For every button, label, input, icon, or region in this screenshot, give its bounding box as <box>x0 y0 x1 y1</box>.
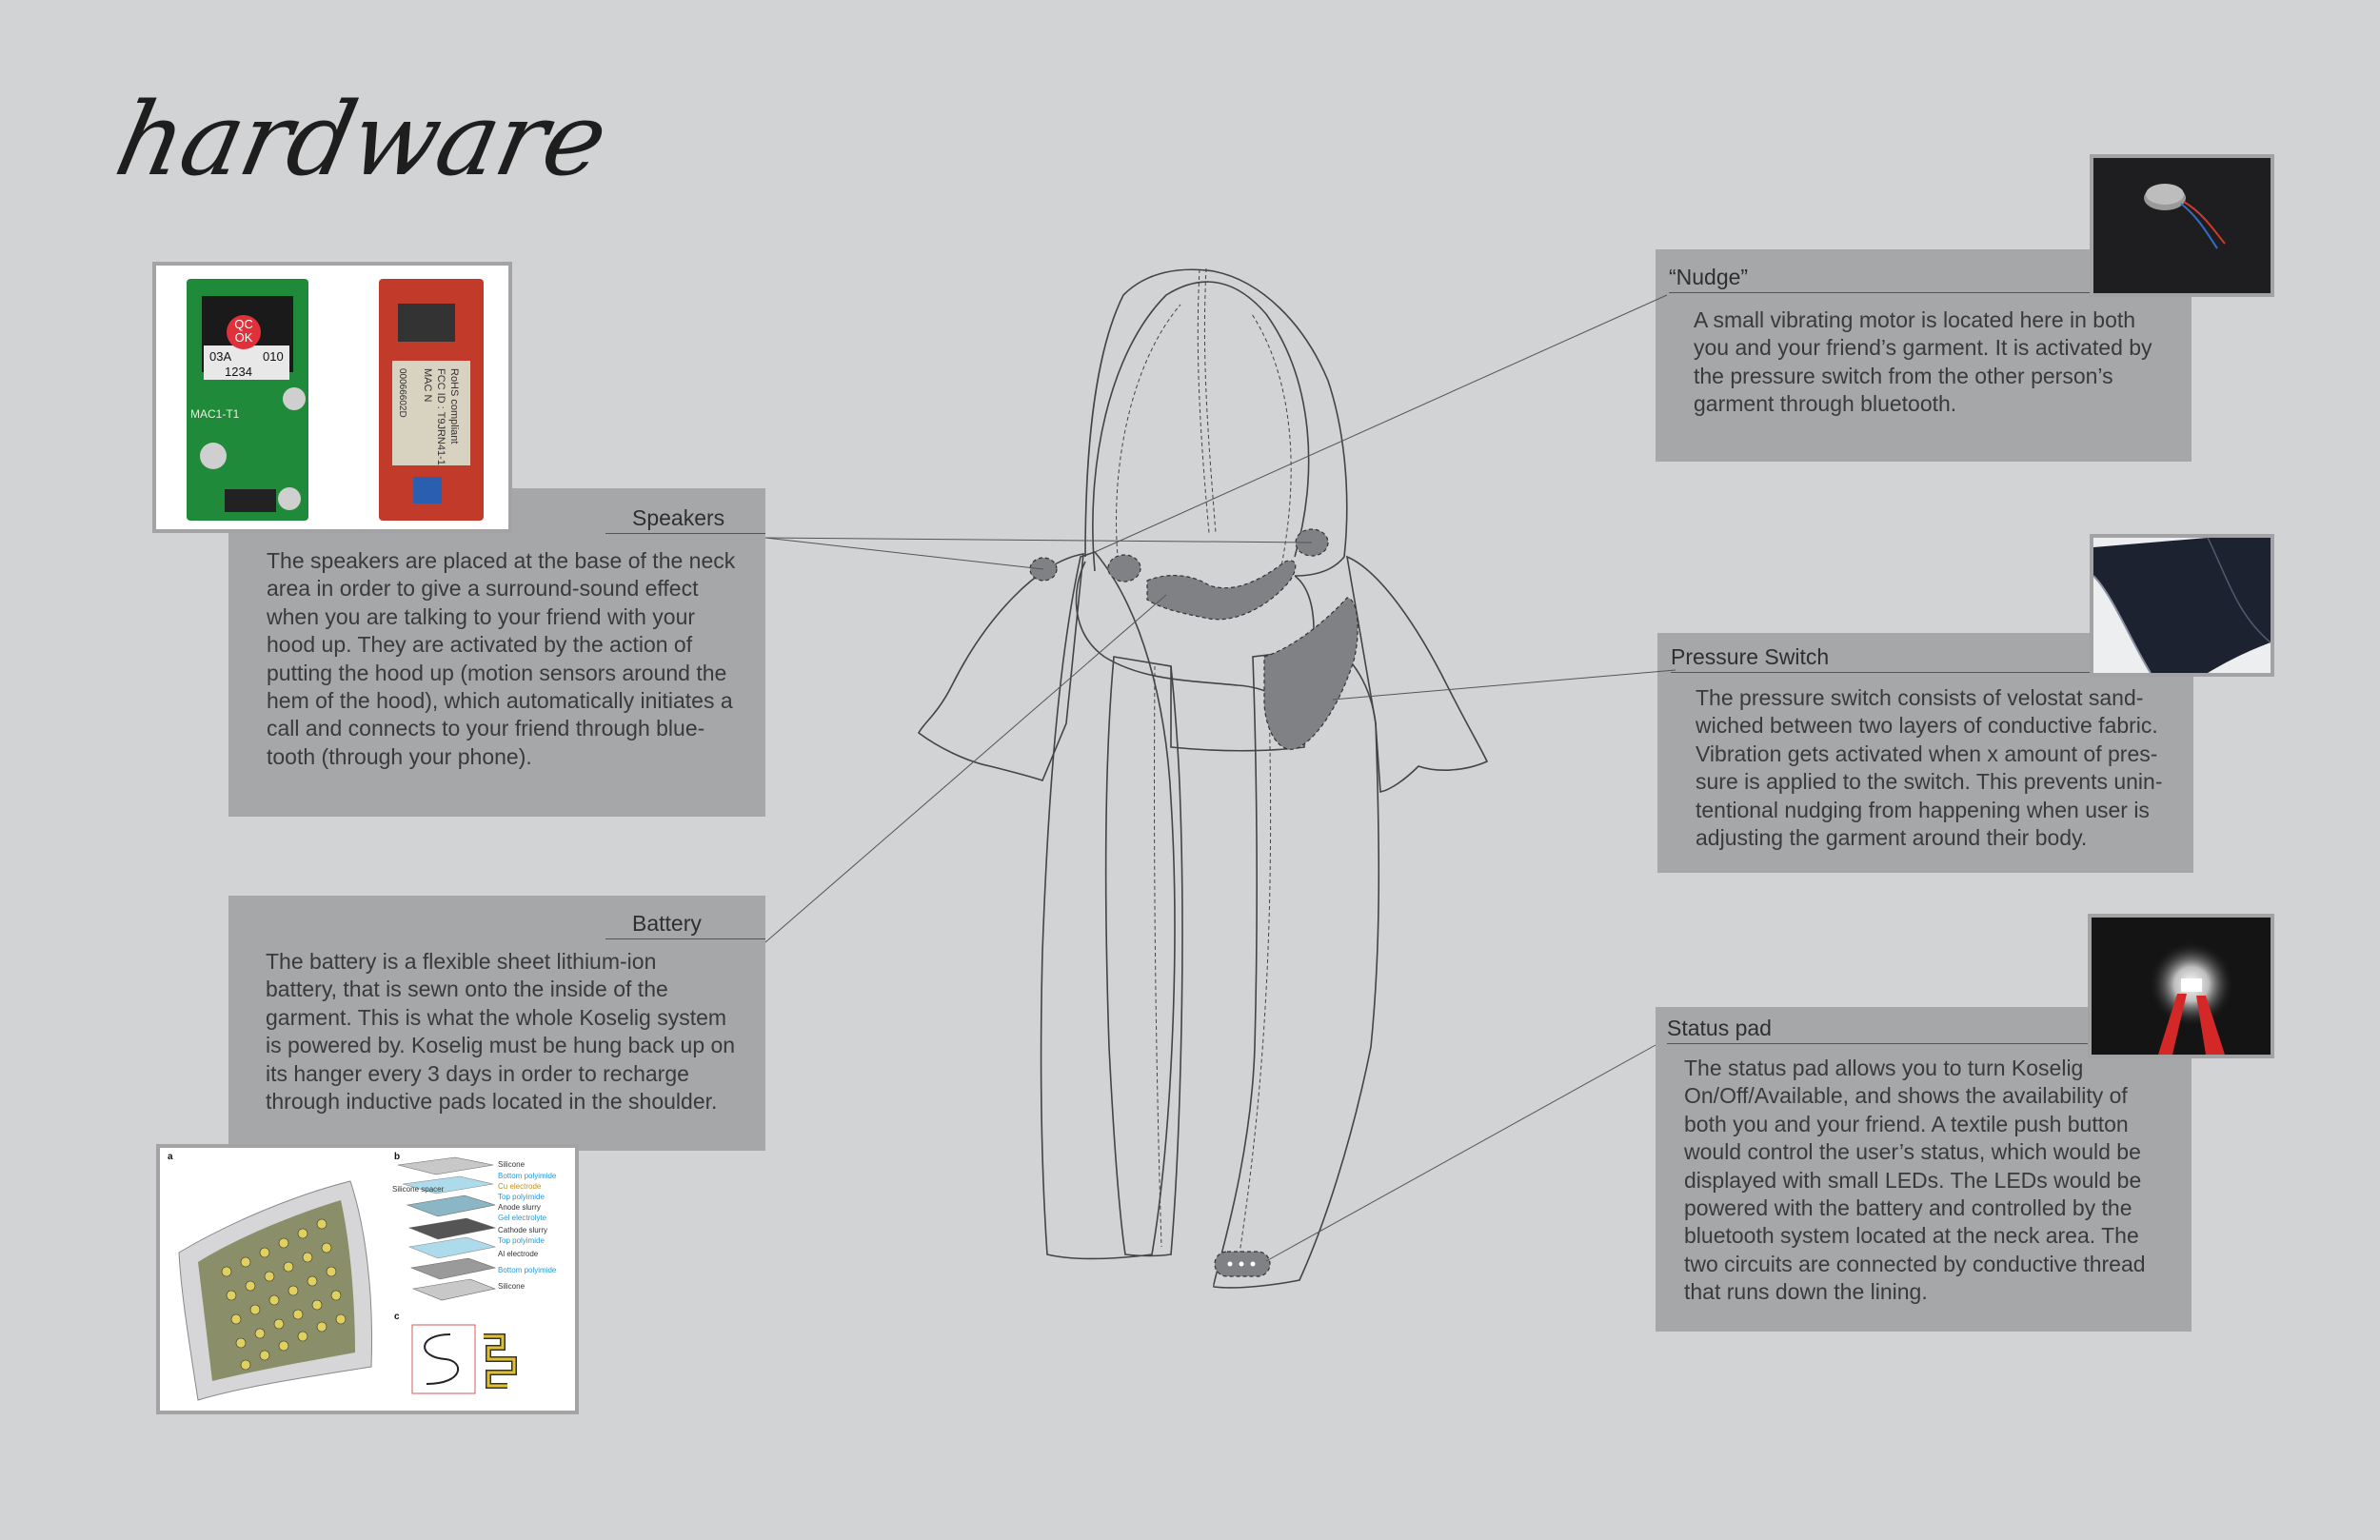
layer-label: Cu electrode <box>498 1182 542 1191</box>
speakers-heading: Speakers <box>605 505 765 534</box>
layer-label: Al electrode <box>498 1250 539 1258</box>
vibration-motor-photo <box>2090 154 2274 297</box>
board-label-fcc: FCC ID : T9JRN41-1 <box>435 368 446 465</box>
layer-label: Top polyimide <box>498 1193 545 1201</box>
nudge-heading: “Nudge” <box>1669 265 2116 293</box>
layer-label: Bottom polyimide <box>498 1172 557 1180</box>
layer-label: Silicone <box>498 1282 526 1291</box>
board-label-010: 010 <box>263 349 284 364</box>
layer-label: Anode slurry <box>498 1203 541 1212</box>
layer-label: Bottom polyimide <box>498 1266 557 1274</box>
hood-inner <box>1093 282 1309 571</box>
layer-label: Top polyimide <box>498 1236 545 1245</box>
pressure-switch-text: The pressure switch consists of velostat sand- wiched between two layers of conductive fabric. Vibration gets activated when x amount of pres- sure is applied to the switch. This prevents unin- tentional nudging from happening when user is adjusting the garment around their body. <box>1696 685 2163 851</box>
board-label-1234: 1234 <box>225 365 252 379</box>
layer-label: Cathode slurry <box>498 1226 548 1234</box>
right-sleeve <box>1347 557 1487 792</box>
board-label-mac-n: MAC N <box>422 368 433 403</box>
layer-label: Silicone <box>498 1160 526 1169</box>
board-label-mac1: MAC1-T1 <box>190 407 240 421</box>
velostat-photo <box>2090 534 2274 677</box>
speakers-text: The speakers are placed at the base of the neck area in order to give a surround-sound effect when you are talking to your friend with your hood up. They are activated by the action of putting the hood up (motion sensors around the hem of the hood), which automatically initiates a call and connects to your friend through blue- tooth (through your phone). <box>267 548 736 769</box>
silicone-spacer-label: Silicone spacer <box>392 1185 445 1194</box>
battery-shape <box>1147 561 1296 620</box>
flexible-battery-diagram <box>156 1144 579 1414</box>
pressure-switch-heading: Pressure Switch <box>1671 644 2147 673</box>
left-sleeve <box>919 554 1083 780</box>
status-pad-callout-line <box>1266 1045 1656 1261</box>
board-label-serial: 00066602D <box>397 368 407 418</box>
speaker-left <box>1108 555 1140 582</box>
speakers-callout-line <box>765 538 1312 543</box>
led-photo <box>2088 914 2274 1058</box>
status-pad-heading: Status pad <box>1667 1016 2143 1044</box>
panel-label-a: a <box>168 1152 173 1162</box>
circuit-board-photo <box>152 262 512 533</box>
panel-label-c: c <box>394 1312 400 1322</box>
board-label-ok: OK <box>234 330 253 345</box>
nudge-callout-line <box>1095 295 1667 552</box>
board-label-rohs: RoHS compliant <box>448 368 460 444</box>
board-label-03a: 03A <box>209 349 232 364</box>
pressure-switch-callout-line <box>1333 670 1676 700</box>
page-title: hardware <box>106 81 617 198</box>
board-label-qc: QC <box>234 317 253 331</box>
layer-label: Gel electrolyte <box>498 1214 547 1222</box>
status-pad-text: The status pad allows you to turn Koselig On/Off/Available, and shows the availability of both you and your friend. A textile push button would control the user’s status, which would be displayed with small LEDs. The LEDs would be powered with the battery and controlled by the bluetooth system located at the neck area. The two circuits are connected by conductive thread that runs down the lining. <box>1684 1056 2146 1305</box>
nudge-text: A small vibrating motor is located here in both you and your friend’s garment. It is activated by the pressure switch from the other person’s garment through bluetooth. <box>1694 307 2152 417</box>
battery-text: The battery is a flexible sheet lithium-ion battery, that is sewn onto the inside of the garment. This is what the whole Koselig system is powered by. Koselig must be hung back up on its hanger every 3 days in order to recharge through inductive pads located in the shoulder. <box>266 949 736 1115</box>
panel-label-b: b <box>394 1152 401 1162</box>
pressure-switch-shape <box>1264 598 1358 749</box>
battery-heading: Battery <box>605 911 765 939</box>
